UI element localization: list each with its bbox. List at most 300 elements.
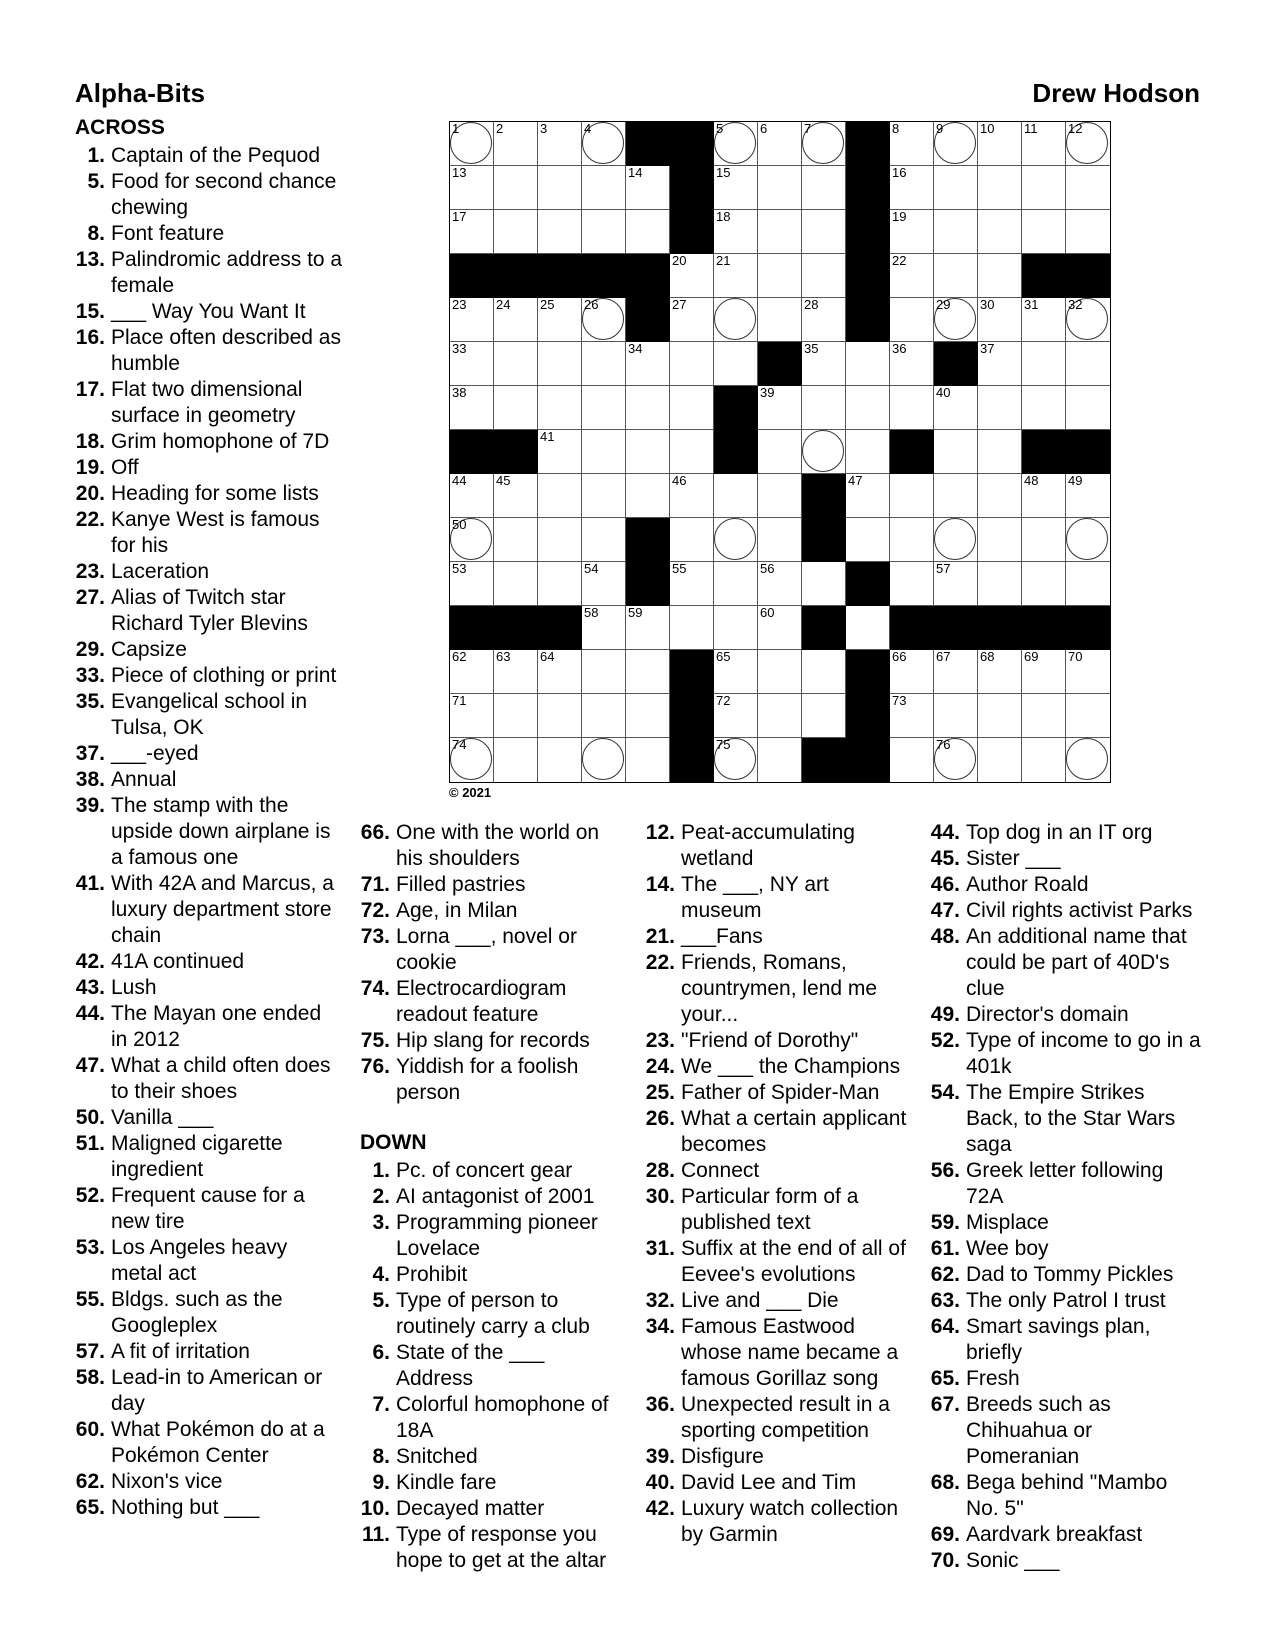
grid-cell[interactable]	[934, 650, 978, 694]
grid-cell[interactable]	[934, 210, 978, 254]
clue-text: Electrocardiogram readout feature	[396, 977, 567, 1026]
grid-cell[interactable]	[538, 342, 582, 386]
grid-cell[interactable]	[538, 386, 582, 430]
grid-cell[interactable]	[626, 738, 670, 782]
grid-cell[interactable]	[450, 562, 494, 606]
clue-text: Luxury watch collection by Garmin	[681, 1497, 899, 1546]
grid-cell[interactable]	[1066, 342, 1110, 386]
grid-cell[interactable]	[890, 254, 934, 298]
grid-cell[interactable]	[670, 342, 714, 386]
grid-cell[interactable]	[934, 166, 978, 210]
grid-cell[interactable]	[538, 430, 582, 474]
grid-cell[interactable]	[494, 650, 538, 694]
clue	[75, 325, 343, 377]
grid-cell[interactable]	[494, 474, 538, 518]
cell-number: 4	[584, 121, 592, 136]
clue-text: Live and ___ Die	[681, 1289, 839, 1312]
cell-circle	[582, 738, 624, 780]
grid-cell[interactable]	[626, 694, 670, 738]
clue	[75, 481, 343, 507]
grid-cell[interactable]	[758, 474, 802, 518]
cell-number: 17	[452, 209, 467, 224]
grid-cell[interactable]	[494, 166, 538, 210]
grid-cell[interactable]	[890, 122, 934, 166]
grid-cell[interactable]	[978, 562, 1022, 606]
grid-black-square	[582, 254, 626, 298]
grid-cell[interactable]	[670, 474, 714, 518]
grid-cell[interactable]	[714, 342, 758, 386]
grid-cell[interactable]	[450, 650, 494, 694]
clue	[930, 1314, 1202, 1366]
grid-cell[interactable]	[450, 210, 494, 254]
grid-cell[interactable]	[1022, 694, 1066, 738]
grid-cell[interactable]	[978, 694, 1022, 738]
clue	[360, 924, 618, 976]
grid-cell[interactable]	[494, 386, 538, 430]
grid-cell[interactable]	[582, 298, 626, 342]
clue	[360, 1158, 618, 1184]
grid-cell[interactable]	[582, 650, 626, 694]
clue-number: 37 .	[75, 741, 105, 767]
grid-cell[interactable]	[538, 650, 582, 694]
grid-cell[interactable]	[802, 254, 846, 298]
grid-cell[interactable]	[582, 606, 626, 650]
grid-cell[interactable]	[626, 606, 670, 650]
clue	[75, 1287, 343, 1339]
clue-number: 25 .	[645, 1080, 675, 1106]
grid-cell[interactable]	[758, 562, 802, 606]
clue	[75, 585, 343, 637]
grid-cell[interactable]	[978, 518, 1022, 562]
grid-cell[interactable]	[1066, 122, 1110, 166]
clue-number: 47 .	[75, 1053, 105, 1079]
grid-cell[interactable]	[538, 474, 582, 518]
cell-number: 9	[936, 121, 944, 136]
clue-text: Capsize	[111, 638, 187, 661]
clue-number: 52 .	[930, 1028, 960, 1054]
clue	[930, 1002, 1202, 1028]
grid-cell[interactable]	[802, 386, 846, 430]
clue	[645, 924, 913, 950]
grid-cell[interactable]	[978, 254, 1022, 298]
cell-number: 5	[716, 121, 724, 136]
cell-number: 23	[452, 297, 467, 312]
grid-black-square	[1066, 254, 1110, 298]
grid-cell[interactable]	[802, 122, 846, 166]
clue-number: 42 .	[645, 1496, 675, 1522]
clue-number: 10 .	[360, 1496, 390, 1522]
cell-number: 8	[892, 121, 900, 136]
grid-cell[interactable]	[1022, 166, 1066, 210]
clue	[360, 1340, 618, 1392]
grid-cell[interactable]	[494, 562, 538, 606]
clue-number: 60 .	[75, 1417, 105, 1443]
grid-cell[interactable]	[890, 166, 934, 210]
grid-cell[interactable]	[846, 430, 890, 474]
grid-cell[interactable]	[626, 210, 670, 254]
grid-cell[interactable]	[846, 342, 890, 386]
clue	[75, 507, 343, 559]
grid-cell[interactable]	[1022, 386, 1066, 430]
cell-number: 70	[1068, 649, 1083, 664]
clue-number: 39 .	[645, 1444, 675, 1470]
grid-cell[interactable]	[538, 298, 582, 342]
grid-cell[interactable]	[758, 298, 802, 342]
grid-cell[interactable]	[978, 650, 1022, 694]
clue	[930, 1236, 1202, 1262]
grid-cell[interactable]	[494, 694, 538, 738]
clue-text: Vanilla ___	[111, 1106, 214, 1129]
clue-number: 8 .	[360, 1444, 390, 1470]
grid-cell[interactable]	[890, 650, 934, 694]
clue-text: Piece of clothing or print	[111, 664, 337, 687]
grid-black-square	[670, 738, 714, 782]
grid-cell[interactable]	[714, 606, 758, 650]
grid-cell[interactable]	[1022, 650, 1066, 694]
grid-cell[interactable]	[626, 474, 670, 518]
grid-black-square	[538, 606, 582, 650]
grid-cell[interactable]	[934, 694, 978, 738]
grid-cell[interactable]	[1022, 210, 1066, 254]
grid-cell[interactable]	[890, 694, 934, 738]
grid-cell[interactable]	[890, 518, 934, 562]
grid-cell[interactable]	[1022, 474, 1066, 518]
grid-cell[interactable]	[494, 342, 538, 386]
grid-cell[interactable]	[934, 474, 978, 518]
cell-number: 34	[628, 341, 643, 356]
clue	[930, 1548, 1202, 1574]
grid-cell[interactable]	[626, 650, 670, 694]
grid-cell[interactable]	[802, 430, 846, 474]
grid-cell[interactable]	[670, 518, 714, 562]
grid-cell[interactable]	[582, 166, 626, 210]
grid-cell[interactable]	[934, 254, 978, 298]
clue	[75, 1235, 343, 1287]
grid-cell[interactable]	[934, 562, 978, 606]
grid-cell[interactable]	[890, 210, 934, 254]
grid-cell[interactable]	[670, 606, 714, 650]
cell-number: 22	[892, 253, 907, 268]
clue-text: Type of income to go in a 401k	[966, 1029, 1201, 1078]
grid-cell[interactable]	[538, 562, 582, 606]
clue	[360, 1210, 618, 1262]
clue-number: 57 .	[75, 1339, 105, 1365]
grid-cell[interactable]	[758, 606, 802, 650]
grid-cell[interactable]	[450, 694, 494, 738]
grid-cell[interactable]	[582, 210, 626, 254]
grid-cell[interactable]	[1066, 210, 1110, 254]
clue-number: 68 .	[930, 1470, 960, 1496]
grid-black-square	[626, 298, 670, 342]
grid-cell[interactable]	[582, 122, 626, 166]
clue	[360, 1496, 618, 1522]
puzzle-title: Alpha-Bits	[75, 78, 205, 108]
grid-cell[interactable]	[758, 738, 802, 782]
grid-cell[interactable]	[978, 210, 1022, 254]
clue-number: 6 .	[360, 1340, 390, 1366]
grid-cell[interactable]	[758, 166, 802, 210]
grid-cell[interactable]	[670, 562, 714, 606]
grid-cell[interactable]	[890, 386, 934, 430]
grid-cell[interactable]	[1022, 298, 1066, 342]
clue-number: 47 .	[930, 898, 960, 924]
clue	[930, 820, 1202, 846]
grid-cell[interactable]	[978, 298, 1022, 342]
grid-cell[interactable]	[538, 122, 582, 166]
grid-cell[interactable]	[758, 122, 802, 166]
grid-cell[interactable]	[890, 298, 934, 342]
grid-cell[interactable]	[450, 342, 494, 386]
grid-cell[interactable]	[450, 122, 494, 166]
grid-cell[interactable]	[890, 474, 934, 518]
grid-cell[interactable]	[978, 430, 1022, 474]
clue-text: Age, in Milan	[396, 899, 518, 922]
grid-cell[interactable]	[978, 474, 1022, 518]
grid-cell[interactable]	[846, 606, 890, 650]
grid-cell[interactable]	[714, 210, 758, 254]
grid-cell[interactable]	[494, 122, 538, 166]
grid-cell[interactable]	[802, 650, 846, 694]
grid-cell[interactable]	[802, 342, 846, 386]
clue-number: 3 .	[360, 1210, 390, 1236]
cell-number: 71	[452, 693, 467, 708]
grid-cell[interactable]	[890, 562, 934, 606]
clue	[930, 1470, 1202, 1522]
grid-cell[interactable]	[670, 386, 714, 430]
clue-text: Food for second chance chewing	[111, 170, 337, 219]
cell-number: 49	[1068, 473, 1083, 488]
grid-cell[interactable]	[714, 562, 758, 606]
grid-cell[interactable]	[758, 518, 802, 562]
grid-black-square	[714, 430, 758, 474]
grid-cell[interactable]	[1066, 562, 1110, 606]
cell-number: 1	[452, 121, 460, 136]
grid-cell[interactable]	[538, 694, 582, 738]
grid-cell[interactable]	[714, 254, 758, 298]
grid-cell[interactable]	[758, 386, 802, 430]
grid-cell[interactable]	[450, 386, 494, 430]
grid-cell[interactable]	[714, 166, 758, 210]
clue	[75, 975, 343, 1001]
clue-number: 30 .	[645, 1184, 675, 1210]
clue-text: We ___ the Champions	[681, 1055, 901, 1078]
clue-text: A fit of irritation	[111, 1340, 250, 1363]
grid-cell[interactable]	[582, 342, 626, 386]
grid-cell[interactable]	[1066, 650, 1110, 694]
grid-cell[interactable]	[538, 210, 582, 254]
grid-cell[interactable]	[714, 122, 758, 166]
grid-cell[interactable]	[714, 650, 758, 694]
clue-number: 34 .	[645, 1314, 675, 1340]
grid-cell[interactable]	[934, 386, 978, 430]
grid-cell[interactable]	[626, 166, 670, 210]
grid-cell[interactable]	[934, 738, 978, 782]
grid-cell[interactable]	[846, 474, 890, 518]
grid-cell[interactable]	[582, 386, 626, 430]
grid-cell[interactable]	[714, 694, 758, 738]
grid-cell[interactable]	[890, 342, 934, 386]
grid-cell[interactable]	[802, 562, 846, 606]
grid-cell[interactable]	[846, 386, 890, 430]
grid-cell[interactable]	[802, 694, 846, 738]
grid-black-square	[670, 694, 714, 738]
grid-cell[interactable]	[1022, 562, 1066, 606]
cell-number: 47	[848, 473, 863, 488]
grid-cell[interactable]	[1022, 738, 1066, 782]
grid-cell[interactable]	[846, 518, 890, 562]
grid-cell[interactable]	[978, 122, 1022, 166]
grid-cell[interactable]	[538, 738, 582, 782]
grid-cell[interactable]	[714, 518, 758, 562]
grid-cell[interactable]	[1066, 386, 1110, 430]
clue	[75, 1053, 343, 1105]
grid-cell[interactable]	[1066, 474, 1110, 518]
grid-cell[interactable]	[494, 738, 538, 782]
grid-cell[interactable]	[450, 474, 494, 518]
grid-cell[interactable]	[582, 562, 626, 606]
grid-cell[interactable]	[450, 518, 494, 562]
cell-number: 24	[496, 297, 511, 312]
clue-number: 53 .	[75, 1235, 105, 1261]
grid-cell[interactable]	[670, 430, 714, 474]
grid-black-square	[846, 562, 890, 606]
clue-text: Captain of the Pequod	[111, 144, 320, 167]
cell-circle	[934, 518, 976, 560]
clue	[75, 1183, 343, 1235]
grid-cell[interactable]	[494, 210, 538, 254]
clue-number: 18 .	[75, 429, 105, 455]
cell-number: 35	[804, 341, 819, 356]
clue-text: One with the world on his shoulders	[396, 821, 600, 870]
grid-cell[interactable]	[802, 166, 846, 210]
cell-number: 53	[452, 561, 467, 576]
grid-black-square	[846, 254, 890, 298]
grid-cell[interactable]	[714, 474, 758, 518]
grid-cell[interactable]	[538, 166, 582, 210]
grid-cell[interactable]	[978, 342, 1022, 386]
clue-text: The ___, NY art museum	[681, 873, 829, 922]
clue	[645, 1054, 913, 1080]
grid-cell[interactable]	[538, 518, 582, 562]
grid-cell[interactable]	[1022, 518, 1066, 562]
grid-cell[interactable]	[758, 430, 802, 474]
grid-black-square	[846, 210, 890, 254]
grid-black-square	[626, 518, 670, 562]
grid-cell[interactable]	[714, 298, 758, 342]
clue-text: Greek letter following 72A	[966, 1159, 1164, 1208]
grid-cell[interactable]	[802, 210, 846, 254]
grid-cell[interactable]	[802, 298, 846, 342]
grid-black-square	[934, 342, 978, 386]
grid-cell[interactable]	[450, 738, 494, 782]
clue-number: 52 .	[75, 1183, 105, 1209]
grid-cell[interactable]	[934, 122, 978, 166]
clue-number: 70 .	[930, 1548, 960, 1574]
clue-number: 5 .	[360, 1288, 390, 1314]
clue-number: 4 .	[360, 1262, 390, 1288]
grid-cell[interactable]	[626, 386, 670, 430]
grid-cell[interactable]	[626, 342, 670, 386]
grid-cell[interactable]	[1066, 298, 1110, 342]
grid-cell[interactable]	[1066, 738, 1110, 782]
clue-number: 71 .	[360, 872, 390, 898]
grid-cell[interactable]	[934, 430, 978, 474]
clue-text: Breeds such as Chihuahua or Pomeranian	[966, 1393, 1111, 1468]
clue	[360, 1184, 618, 1210]
grid-cell[interactable]	[670, 298, 714, 342]
clue	[360, 820, 618, 872]
grid-black-square	[494, 606, 538, 650]
grid-cell[interactable]	[978, 386, 1022, 430]
grid-cell[interactable]	[890, 738, 934, 782]
grid-cell[interactable]	[582, 430, 626, 474]
grid-cell[interactable]	[582, 694, 626, 738]
clue-number: 5 .	[75, 169, 105, 195]
clue-number: 50 .	[75, 1105, 105, 1131]
grid-cell[interactable]	[1066, 694, 1110, 738]
clue-text: Programming pioneer Lovelace	[396, 1211, 598, 1260]
clue-number: 22 .	[645, 950, 675, 976]
clue-number: 36 .	[645, 1392, 675, 1418]
clue-text: Connect	[681, 1159, 760, 1182]
cell-circle	[1066, 518, 1108, 560]
clue-text: ___Fans	[681, 925, 763, 948]
grid-cell[interactable]	[450, 298, 494, 342]
grid-cell[interactable]	[758, 210, 802, 254]
grid-cell[interactable]	[626, 430, 670, 474]
cell-number: 76	[936, 737, 951, 752]
clue-text: Decayed matter	[396, 1497, 545, 1520]
grid-cell[interactable]	[582, 518, 626, 562]
grid-cell[interactable]	[494, 298, 538, 342]
grid-cell[interactable]	[758, 694, 802, 738]
grid-cell[interactable]	[582, 738, 626, 782]
clue	[930, 1288, 1202, 1314]
clue-number: 44 .	[930, 820, 960, 846]
grid-cell[interactable]	[494, 518, 538, 562]
grid-cell[interactable]	[934, 298, 978, 342]
grid-cell[interactable]	[450, 166, 494, 210]
clue-text: Type of person to routinely carry a club	[396, 1289, 590, 1338]
cell-number: 63	[496, 649, 511, 664]
grid-cell[interactable]	[1066, 166, 1110, 210]
grid-cell[interactable]	[1066, 518, 1110, 562]
cell-circle	[802, 430, 844, 472]
clue-number: 13 .	[75, 247, 105, 273]
grid-cell[interactable]	[714, 738, 758, 782]
grid-cell[interactable]	[670, 254, 714, 298]
grid-black-square	[890, 430, 934, 474]
clue-number: 55 .	[75, 1287, 105, 1313]
grid-cell[interactable]	[758, 254, 802, 298]
clue-number: 58 .	[75, 1365, 105, 1391]
cell-number: 58	[584, 605, 599, 620]
grid-cell[interactable]	[1022, 122, 1066, 166]
grid-cell[interactable]	[582, 474, 626, 518]
cell-number: 31	[1024, 297, 1039, 312]
grid-cell[interactable]	[1022, 342, 1066, 386]
grid-cell[interactable]	[978, 166, 1022, 210]
clue-number: 35 .	[75, 689, 105, 715]
clue-number: 44 .	[75, 1001, 105, 1027]
clue-text: ___-eyed	[111, 742, 199, 765]
grid-black-square	[1022, 430, 1066, 474]
grid-cell[interactable]	[934, 518, 978, 562]
clue-text: Annual	[111, 768, 177, 791]
clue-text: Laceration	[111, 560, 210, 583]
grid-cell[interactable]	[978, 738, 1022, 782]
grid-cell[interactable]	[758, 650, 802, 694]
